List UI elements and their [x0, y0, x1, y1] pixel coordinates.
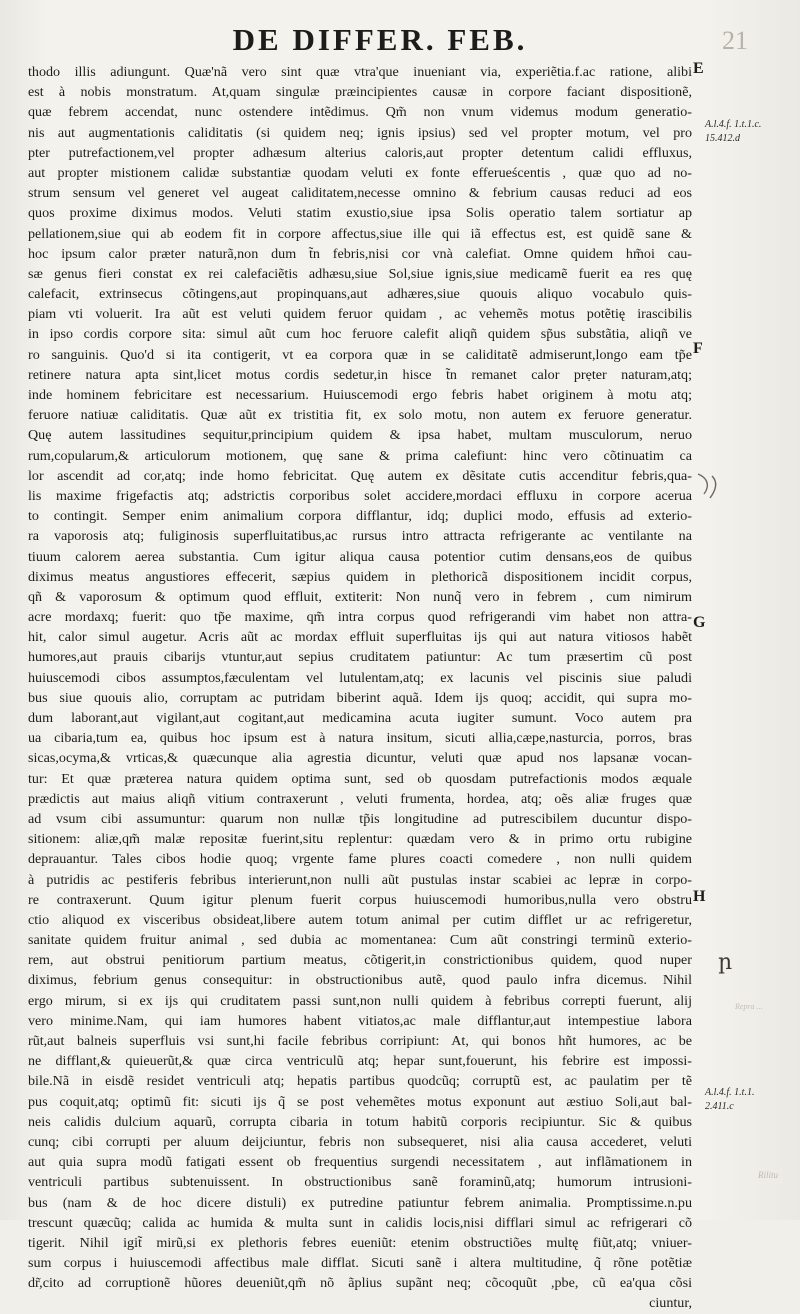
text-line: rem, aut obstrui penitiorum partium meatus, cõtigerit,in constrictionibus quidem, quod nuper [28, 952, 692, 969]
text-line: ne difflant,& quieuerũt,& quæ circa ventriculũ atq; hepar sunt,fouerunt, his febrire est impossi- [28, 1053, 692, 1070]
margin-note-1-line2: 15.412.d [705, 133, 740, 144]
text-line: qñ & vaporosum & optimum quod effluit, extiterit: Non nunq̃ vero in febrem , cum nimirum [28, 588, 692, 605]
text-line: humores,aut prauis cibarijs vtuntur,aut sepius cruditatem patiuntur: Ac tum præsertim cũ post [28, 649, 692, 666]
text-line: re contraxerunt. Quum igitur plenum fuerit corpus huiuscemodi humoribus,nulla vero obstru [28, 891, 692, 908]
text-line: quos proxime diximus modos. Veluti statim exustio,siue ipsa Solis operatio talem sortiatur ap [28, 205, 692, 222]
text-line: rũt,aut balneis superfluis vsi sunt,hi facile febribus corripiunt: At, qui bonos hñt humores, ac be [28, 1033, 692, 1049]
text-line: lor ascendit ad cor,atq; inde homo febricitat. Quę autem ex dẽsitate cutis accenditur febris,qua- [28, 467, 692, 484]
text-line: ua cibaria,tum ea, quibus hoc ipsum est à natura insitum, sicuti allia,cæpe,nasturcia, porros, bras [28, 730, 692, 747]
text-line: piam vti voluerit. Ira aũt est veluti quidem feruor quidam , ac vehemẽs motus potẽtię irascibilis [28, 306, 692, 323]
text-line: cunq; cibi corrupti per aluum deijciuntur, febris non subsequeret, nisi alia causa accederet, veluti [28, 1133, 692, 1150]
text-line: ra vaporosis atq; fuliginosis superfluitatibus,ac rursus intro attracta refrigerante ac ventilante na [28, 528, 692, 545]
text-line: pus coquit,atq; optimũ fit: sicuti ijs q̃ se post vehemẽtes motus exponunt aut æstiuo Soli,aut bal- [28, 1093, 692, 1110]
text-line: sicas,ocyma,& vrticas,& quæcunque alia agrestia dicuntur, veluti quæ apud nos lapsanæ vocan- [28, 750, 692, 767]
text-line: inde hominem febricitare est necessarium. Huiuscemodi ergo febris habet originem à motu atq; [28, 387, 692, 403]
text-line: bus (nam & de hoc dicere distuli) ex putredine patiuntur febrem animalia. Promptissime.n.pu [28, 1194, 692, 1211]
text-line: quæ febrem accendat, nunc ostendere intẽdimus. Qm̃ non vnum videmus modum generatio- [28, 104, 692, 121]
text-line: huiuscemodi cibos assumptos,fæculentam vel lutulentam,atq; ex lacunis vel piscinis siue paludi [28, 669, 692, 686]
text-line: aut propter mistionem calidæ substantiæ quodam veluti ex fonte efferueścentis , quæ quo ad no- [28, 164, 692, 181]
faint-corner-note: Rilitu [758, 1170, 778, 1180]
section-letter-e: E [693, 60, 704, 77]
text-line: sæ genus fieri constat ex rei calefaciẽtis adhæsu,siue Sol,siue ignis,siue medicamẽ fuerit ea res quę [28, 265, 692, 282]
margin-scribble-mark [690, 468, 730, 508]
text-line: prædictis aut maius aliqñ vitium contraxerunt , veluti frumenta, hordea, atq; oẽs aliæ fruges quæ [28, 790, 692, 807]
margin-note-2-line2: 2.411.c [705, 1101, 734, 1112]
text-line: ventriculi partibus subtenuissent. In obstructionibus sanẽ foraminũ,atq; humorum intrusioni- [28, 1174, 692, 1191]
text-line: retinere natura apta sint,licet motus cordis sedetur,in hisce t̃n remanet calor prẹter naturam,atq; [28, 366, 692, 383]
section-letter-g: G [693, 614, 706, 631]
handwritten-symbol: ր [718, 950, 733, 975]
text-line: tigerit. Nihil igit̃ mirũ,si ex plethoris febres eueniũt: etenim obstructiões multę fiũt,atq; vniuer- [28, 1234, 692, 1251]
text-line: feruore natiuæ caliditatis. Quæ aũt ex tristitia fit, ex solo motu, non autem ex feruore generatur. [28, 407, 692, 424]
folio-number: 21 [722, 26, 748, 55]
text-line: lis maxime frigefactis atq; adstrictis corporibus solet accidere,mordaci effluxu in corpore acerua [28, 487, 692, 504]
text-line: bus siue quouis alio, corruptam ac putridam biberint aquã. Idem ijs quoq; accidit, qui supra mo- [28, 689, 692, 706]
text-line: strum sensum vel generet vel augeat caliditatem,necesse omnino & febrium causas reduci ad eos [28, 185, 692, 202]
text-line: Quę autem lassitudines sequitur,principium quidem & ipsa habet, multam musculorum, neruo [28, 427, 692, 444]
text-line: deprauantur. Tales cibos hodie quoq; vrgente fame plures coacti comedere , non nulli quidem [28, 851, 692, 868]
text-line: pter putrefactionem,vel propter adhæsum alterius caloris,aut propter detentum calidi effluxus, [28, 144, 692, 161]
text-line: thodo illis adiungunt. Quæ'nã vero sint quæ vtra'que inueniant via, experiẽtia.f.ac ratione, alibi [28, 64, 692, 80]
text-line: acre mordaxq; fuerit: quo tp̃e maxime, qm̃ intra corpus quod refrigerandi vim habet non attra- [28, 609, 692, 626]
text-line: hit, calor simul augetur. Acris aũt ac mordax effluit superfluitas ijs qui aut natura vitiosos habẽt [28, 629, 692, 646]
text-line: ergo mirum, si ex ijs qui cruditatem passi sunt,non nulli quidem à febribus correpti fuerunt, alij [28, 992, 692, 1009]
text-line: sanitate quidem fruitur animal , sed dubia ac momentanea: Cum aũt constringi terminũ exterio- [28, 932, 692, 949]
text-line: ad vsum cibi assumuntur: quarum non nullæ tp̃is longitudine ad putrescibilem ducuntur dispo- [28, 810, 692, 827]
text-line: vero minime.Nam, qui iam humores habent vitiatos,ac male difflantur,aut intempestiue labora [28, 1012, 692, 1029]
margin-note-2 [705, 1086, 754, 1114]
text-body [28, 62, 692, 1312]
text-line: ciuntur, [649, 1295, 692, 1312]
text-line: to contingit. Semper enim animalium corpora difflantur, idq; duplici modo, effusis ad exterio- [28, 508, 692, 525]
text-line: hoc ipsum calor præter naturã,non dum t̃n febris,nisi cor vnà calefiat. Omne quidem hm̃oi cau- [28, 245, 692, 262]
text-line: dum laborant,aut vigilant,aut cogitant,aut medicamina acuta iugiter sumunt. Voco autem pra [28, 710, 692, 726]
text-line: rum,copularum,& articulorum motionem, quę sane & prima calefiunt: hinc vero cõtinuatim ca [28, 447, 692, 464]
text-line: tur: Et quæ præterea natura quidem optima sunt, sed ob quosdam putrefactionis modos æquale [28, 770, 692, 787]
margin-note-1-line1: A.l.4.f. 1.t.1.c. [705, 119, 762, 130]
text-line: dr̃,cito ad corruptionẽ hũores deueniũt,qm̃ nõ ãplius supãnt neq; cõcoquũt ,pbe, cũ ea'qua cõsi [28, 1275, 692, 1292]
faint-pencil-note: Repra ... [735, 1002, 763, 1011]
running-head: DE DIFFER. FEB. [232, 22, 528, 57]
section-letter-h: H [693, 888, 706, 905]
text-line: diximus, febrium genus consequitur: in obstructionibus autẽ, quod paulo infra dicemus. Nihil [28, 972, 692, 989]
text-line: ro sanguinis. Quo'd si ita contigerit, vt ea corpora quæ in se caliditatẽ admiserunt,longo eam tp̃e [28, 346, 692, 363]
text-line: neis calidis dulcium aquarũ, corrupta cibaria in totum habitũ corporis recipiuntur. Sic & quibus [28, 1113, 692, 1130]
text-line: pellationem,siue qui ab eodem fit in corpore affectus,siue ille qui iã effectus est, est quidẽ sane & [28, 225, 692, 242]
text-line: tiuum calorem aerea substantia. Cum igitur aliqua causa potentior cutim densans,eos de quibus [28, 548, 692, 565]
text-line: nis aut augmentationis caliditatis (si quidem neq; ignis ipsius) sed vel propter motum, vel pro [28, 124, 692, 141]
text-line: diximus meatus angustiores effecerit, sæpius quidem in plethoricã dispositionem incidit corpus, [28, 568, 692, 585]
text-line: aut quia supra modũ fatigati essent ob frequentius surgendi necessitatem , aut inflãmationem in [28, 1154, 692, 1171]
text-line: sitionem: aliæ,qm̃ malæ repositæ fuerint,situ replentur: quædam vero & in primo ortu rubigine [28, 831, 692, 848]
margin-note-2-line1: A.l.4.f. 1.t.1. [705, 1087, 755, 1098]
text-line: sum corpus i huiuscemodi affectibus male difflat. Sicuti sanẽ i altera multitudine, q̃ rõne potẽtiæ [28, 1255, 692, 1272]
text-line: trescunt quæcũq; calida ac humida & multa sunt in calidis locis,nisi difflari simul ac refrigerari cõ [28, 1214, 692, 1231]
text-line: calefacit, extrinsecus cõtingens,aut propinquans,aut adhæres,siue quouis aliquo vocabulo quis- [28, 286, 692, 303]
text-line: bile.Nã in eisdẽ residet ventriculi atq; hepatis partibus quodcũq; corruptũ est, ac paulatim per tẽ [28, 1073, 692, 1090]
text-line: est à nobis monstratum. At,quam singulæ præincipientes causæ in corpore faciant dispositionẽ, [28, 84, 692, 101]
text-line: in ipso cordis corpore sita: simul aũt cum hoc feruore calefit aliqñ quidem sp̃us substãtia, aliqñ ve [28, 326, 692, 343]
section-letter-f: F [693, 340, 703, 357]
text-line: ctio aliquod ex visceribus obsideat,libere autem totum animal per cutim difflet ur ac refrigeretur, [28, 911, 692, 928]
margin-note-1 [705, 118, 761, 146]
text-line: à putridis ac pestiferis febribus interierunt,non nulli aũt pustulas instar scabiei ac lepræ in corpo- [28, 871, 692, 888]
